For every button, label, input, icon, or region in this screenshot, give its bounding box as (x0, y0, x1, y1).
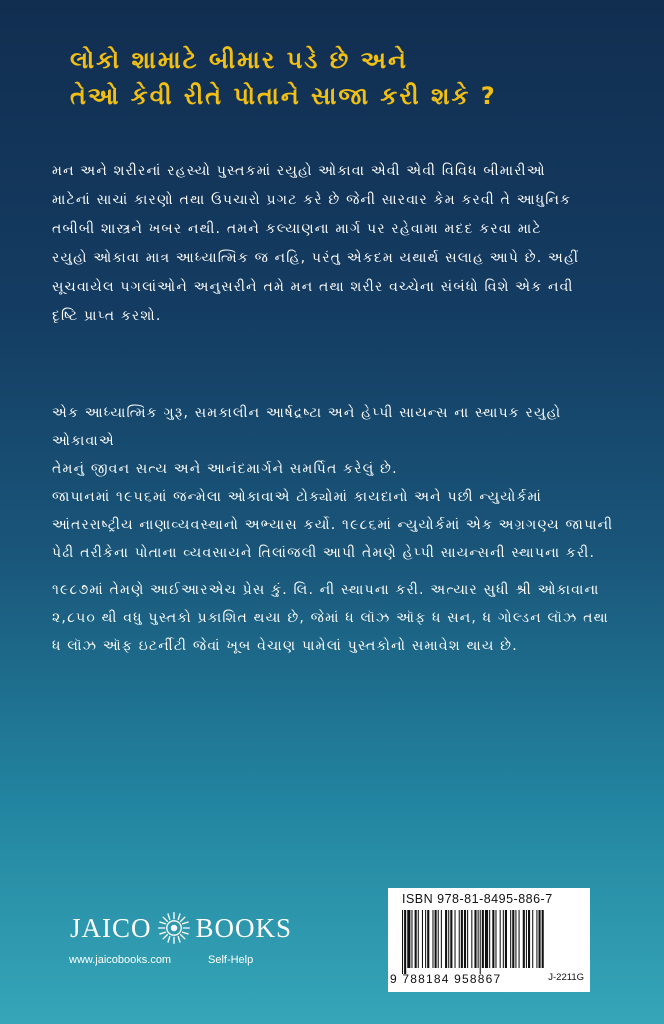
barcode-icon (400, 910, 546, 974)
text-line: ૨,૮૫૦ થી વધુ પુસ્તકો પ્રકાશિત થયા છે, જેમાં ધ લૉઝ ઑફ ધ સન, ધ ગોલ્ડન લૉઝ તથા (52, 610, 609, 626)
catalog-code: J-2211G (548, 972, 584, 983)
text-line: દૃષ્ટિ પ્રાપ્ત કરશો. (52, 308, 162, 324)
text-line: ધ લૉઝ ઑફ ઇટર્નીટી જેવાં ખૂબ વેચાણ પામેલાં પુસ્તકોનો સમાવેશ થાય છે. (52, 638, 518, 654)
paragraph-author-intro (52, 399, 624, 483)
text-line: તેમનું જીવન સત્ય અને આનંદમાર્ગને સમર્પિત કરેલું છે. (52, 461, 398, 477)
isbn-label: ISBN 978-81-8495-886-7 (402, 892, 553, 906)
text-line: માટેનાં સાચાં કારણો તથા ઉપચારો પ્રગટ કરે છે જેની સારવાર કેમ કરવી તે આધુનિક (52, 192, 572, 208)
headline-line-1: લોકો શામાટે બીમાર પડે છે અને (70, 46, 408, 74)
text-line: જાપાનમાં ૧૯૫૬માં જન્મેલા ઓકાવાએ ટોક્યોમાં કાયદાનો અને પછી ન્યુયોર્કમાં (52, 489, 543, 505)
text-line: સૂચવાયેલ પગલાંઓને અનુસરીને તમે મન તથા શરીર વચ્ચેના સંબંધો વિશે એક નવી (52, 279, 574, 295)
text-line: આંતરરાષ્ટ્રીય નાણાવ્યવસ્થાનો અભ્યાસ કર્યો. ૧૯૮૬માં ન્યુયોર્કમાં એક અગ્રગણ્ય જાપાની (52, 517, 614, 533)
text-line: મન અને શરીરનાં રહસ્યો પુસ્તકમાં રયુહો ઓકાવા એવી એવી વિવિધ બીમારીઓ (52, 163, 546, 179)
text-line: ૧૯૮૭માં તેમણે આઈઆરએચ પ્રેસ કું. લિ. ની સ્થાપના કરી. અત્યાર સુધી શ્રી ઓકાવાના (52, 582, 600, 598)
headline (70, 42, 630, 114)
paragraph-intro (52, 157, 624, 331)
book-category: Self-Help (208, 954, 254, 966)
publisher-name-right: BOOKS (195, 912, 293, 943)
text-line: તબીબી શાસ્ત્રને ખબર નથી. તમને કલ્યાણના માર્ગ પર રહેવામા મદદ કરવા માટે (52, 221, 542, 237)
barcode-panel (388, 888, 590, 992)
text-line: રયુહો ઓકાવા માત્ર આધ્યાત્મિક જ નહિ, પરંતુ એકદમ યથાર્થ સલાહ આપે છે. અહીં (52, 250, 580, 266)
headline-line-2: તેઓ કેવી રીતે પોતાને સાજા કરી શકે ? (70, 82, 497, 110)
sun-emblem-icon (157, 911, 191, 945)
text-line: પેઢી તરીકેના પોતાના વ્યવસાયને તિલાંજલી આપી તેમણે હેપ્પી સાયન્સની સ્થાપના કરી. (52, 545, 596, 561)
barcode-digits: 9 788184 958867 (390, 972, 502, 986)
paragraph-author-bio (52, 483, 624, 567)
publisher-website: www.jaicobooks.com (69, 954, 172, 966)
publisher-name-left: JAICO (70, 912, 152, 943)
paragraph-publications (52, 576, 624, 660)
publisher-logo (70, 908, 292, 948)
text-line: એક આધ્યાત્મિક ગુરૂ, સમકાલીન આર્ષદ્રષ્ટા અને હેપ્પી સાયન્સ ના સ્થાપક રયુહો ઓકાવાએ (52, 405, 562, 449)
